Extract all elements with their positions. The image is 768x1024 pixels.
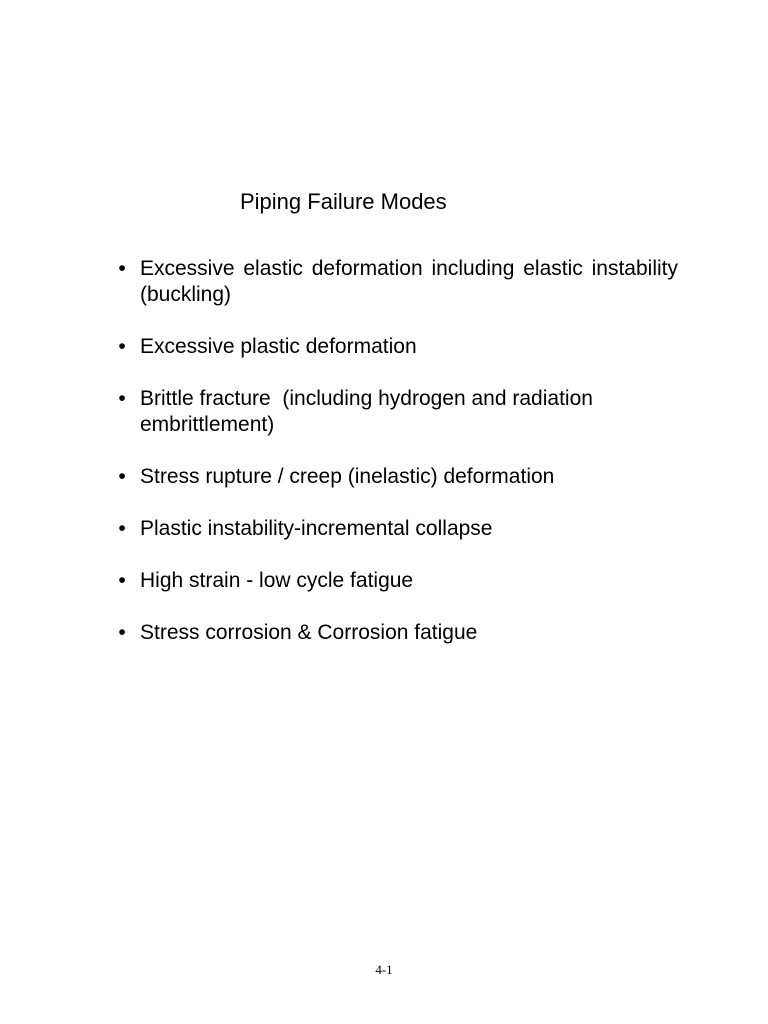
bullet-icon: • (118, 465, 126, 488)
list-item-text: Excessive plastic deformation (140, 335, 417, 358)
list-item-text: High strain - low cycle fatigue (140, 569, 414, 592)
bullet-icon: • (118, 335, 126, 358)
list-item (112, 256, 678, 308)
bullet-icon: • (118, 387, 126, 410)
bullet-icon: • (118, 569, 126, 592)
list-item (112, 516, 678, 542)
failure-modes-list (112, 256, 678, 672)
list-item (112, 464, 678, 490)
list-item (112, 620, 678, 646)
list-item-text: Stress rupture / creep (inelastic) deformation (140, 465, 555, 488)
list-item-text: Stress corrosion & Corrosion fatigue (140, 621, 478, 644)
bullet-icon: • (118, 621, 126, 644)
list-item-text: Excessive elastic deformation including elastic instability (buckling) (140, 257, 678, 306)
page-number: 4-1 (375, 962, 393, 977)
list-item (112, 334, 678, 360)
bullet-icon: • (118, 257, 126, 280)
bullet-icon: • (118, 517, 126, 540)
list-item-text: Plastic instability-incremental collapse (140, 517, 493, 540)
list-item (112, 568, 678, 594)
list-item (112, 386, 678, 438)
page-title: Piping Failure Modes (240, 189, 447, 214)
list-item-text: Brittle fracture (including hydrogen and radiation embrittlement) (140, 387, 599, 436)
